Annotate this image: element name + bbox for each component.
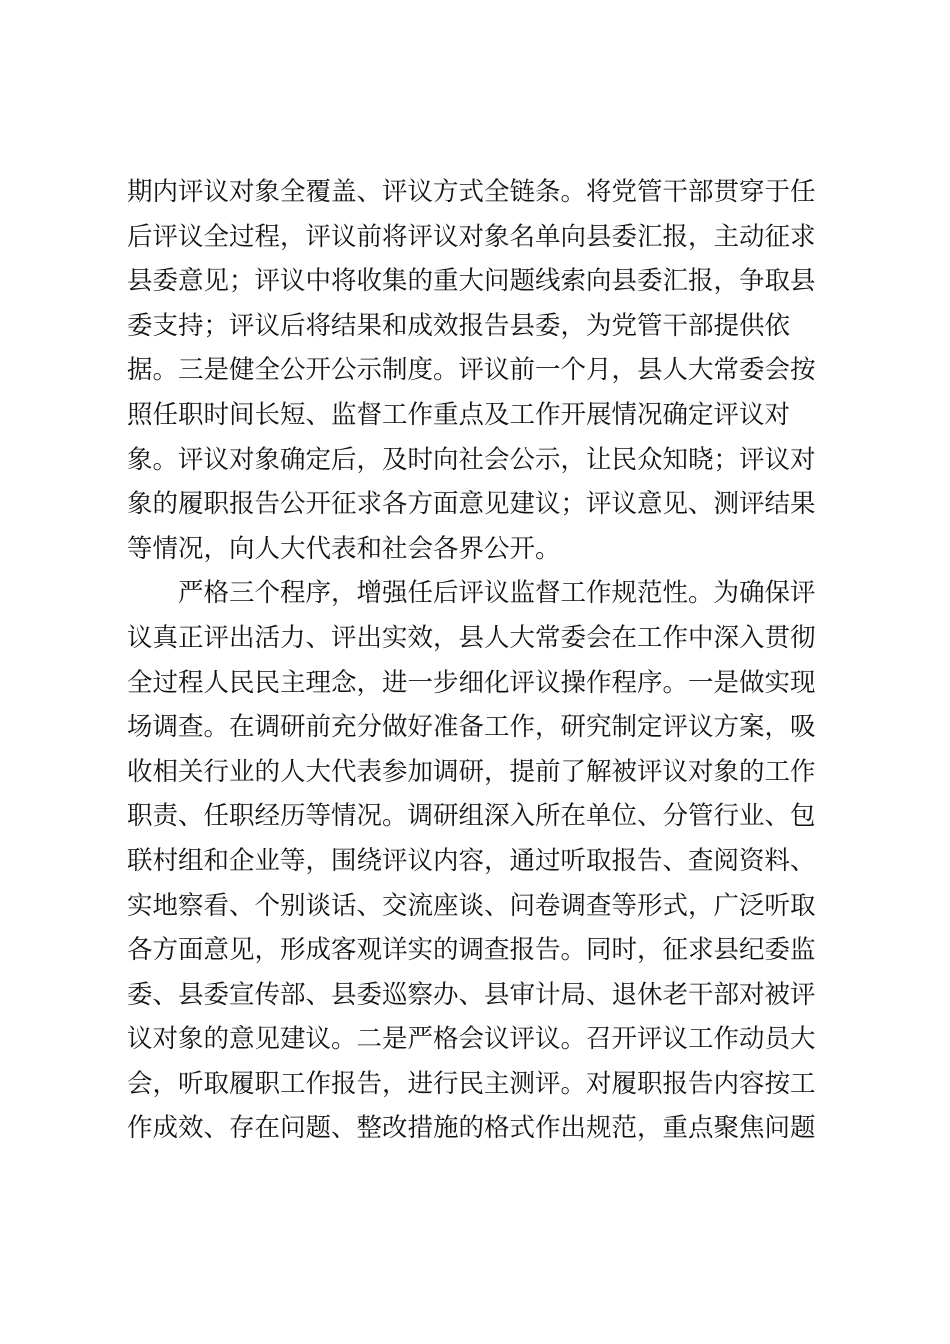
text-line: 实地察看、个别谈话、交流座谈、问卷调查等形式，广泛听取 xyxy=(127,890,816,921)
text-line: 象的履职报告公开征求各方面意见建议；评议意见、测评结果 xyxy=(127,489,816,520)
text-line: 等情况，向人大代表和社会各界公开。 xyxy=(127,533,561,564)
text-line: 象。评议对象确定后，及时向社会公示，让民众知晓；评议对 xyxy=(127,444,816,475)
text-line: 会，听取履职工作报告，进行民主测评。对履职报告内容按工 xyxy=(127,1068,816,1099)
text-line: 县委意见；评议中将收集的重大问题线索向县委汇报，争取县 xyxy=(127,266,816,297)
text-line: 期内评议对象全覆盖、评议方式全链条。将党管干部贯穿于任 xyxy=(127,177,816,207)
text-line: 委支持；评议后将结果和成效报告县委，为党管干部提供依 xyxy=(127,310,791,341)
text-line: 照任职时间长短、监督工作重点及工作开展情况确定评议对 xyxy=(127,399,791,430)
text-line: 后评议全过程，评议前将评议对象名单向县委汇报，主动征求 xyxy=(127,221,816,252)
text-line: 联村组和企业等，围绕评议内容，通过听取报告、查阅资料、 xyxy=(127,845,816,876)
paragraph-start-line: 严格三个程序，增强任后评议监督工作规范性。为确保评 xyxy=(127,578,816,609)
text-line: 作成效、存在问题、整改措施的格式作出规范，重点聚焦问题 xyxy=(127,1113,816,1144)
text-line: 委、县委宣传部、县委巡察办、县审计局、退休老干部对被评 xyxy=(127,979,816,1010)
text-line: 场调查。在调研前充分做好准备工作，研究制定评议方案，吸 xyxy=(127,712,816,743)
text-line: 据。三是健全公开公示制度。评议前一个月，县人大常委会按 xyxy=(127,355,816,386)
text-line: 职责、任职经历等情况。调研组深入所在单位、分管行业、包 xyxy=(127,801,816,832)
text-line: 议对象的意见建议。二是严格会议评议。召开评议工作动员大 xyxy=(127,1024,816,1055)
body-text xyxy=(127,170,827,1151)
text-line: 议真正评出活力、评出实效，县人大常委会在工作中深入贯彻 xyxy=(127,622,816,653)
text-line: 收相关行业的人大代表参加调研，提前了解被评议对象的工作 xyxy=(127,756,816,787)
text-line: 全过程人民民主理念，进一步细化评议操作程序。一是做实现 xyxy=(127,667,816,698)
text-line: 各方面意见，形成客观详实的调查报告。同时，征求县纪委监 xyxy=(127,935,816,966)
